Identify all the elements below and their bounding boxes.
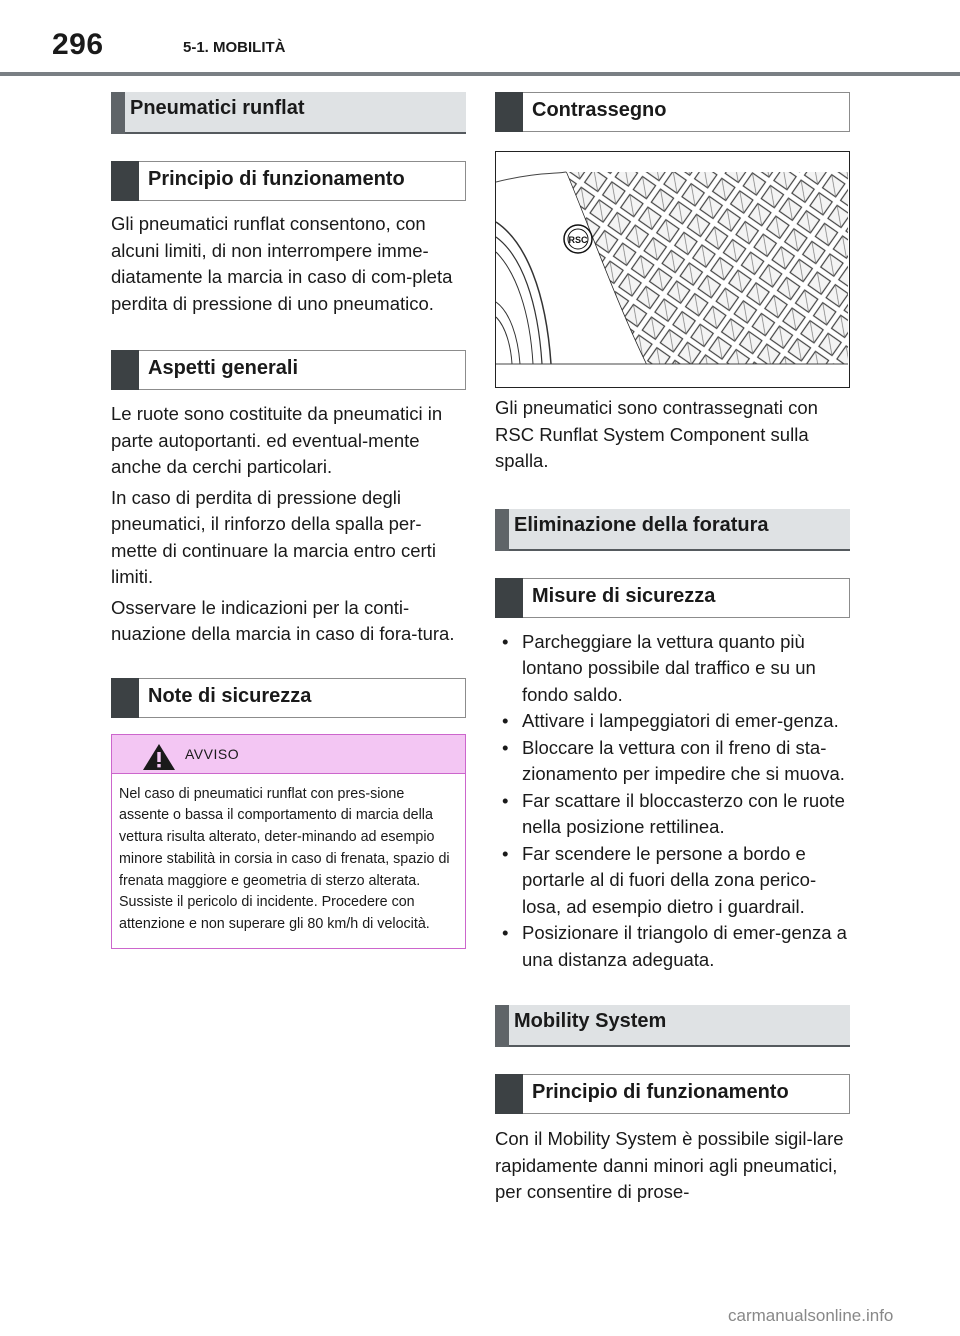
section-title: 5-1. MOBILITÀ (183, 39, 286, 56)
bullet-marker: • (502, 922, 509, 943)
paragraph-principle: Gli pneumatici runflat consentono, con alcuni limiti, di non interrompere imme-diatamente la marcia in caso di com-pleta perdita di pressione di uno pneumatico. (111, 213, 453, 314)
heading-puncture-text: Eliminazione della foratura (514, 513, 769, 536)
subheading-measures (495, 578, 850, 618)
bullet-marker: • (502, 710, 509, 731)
subheading-general-text: Aspetti generali (148, 357, 299, 379)
svg-text:RSC: RSC (568, 235, 588, 245)
list-item: • Attivare i lampeggiatori di emer-genza. (495, 708, 850, 735)
header-divider (0, 72, 960, 76)
tire-illustration (495, 151, 850, 388)
heading-runflat-text: Pneumatici runflat (130, 97, 305, 119)
subheading-marking-text: Contrassegno (532, 99, 667, 121)
list-item: • Bloccare la vettura con il freno di sta-zionamento per impedire che si muova. (502, 736, 845, 784)
bullet-marker: • (502, 630, 509, 652)
list-item: • Far scendere le persone a bordo e portarle al di fuori della zona perico-losa, ad esempio dietro i guardrail. (502, 842, 817, 917)
list-item: • Posizionare il triangolo di emer-genza a una distanza adeguata. (502, 922, 847, 970)
subheading-principle (111, 161, 466, 201)
heading-runflat (111, 92, 466, 134)
subheading-mobility-principle (495, 1074, 850, 1114)
heading-mobility-system (495, 1005, 850, 1047)
paragraph-marking: Gli pneumatici sono contrassegnati con RSC Runflat System Component sulla spalla. (495, 397, 818, 471)
warning-text: Nel caso di pneumatici runflat con pres-sione assente o bassa il comportamento di marcia della vettura risulta alterato, deter-minando ad esempio minore stabilità in corsia in caso di frenata, spazio di frenata maggiore e geometria di sterzo alterata. Sussiste il pericolo di incidente. Procedere con attenzione e non superare gli 80 km/h di velocità. (119, 785, 450, 933)
subheading-general (111, 350, 466, 390)
paragraph-general-3: Osservare le indicazioni per la conti-nuazione della marcia in caso di fora-tura. (111, 596, 455, 644)
subheading-safety (111, 678, 466, 718)
rsc-tire-image (496, 152, 848, 386)
safety-measures-list (495, 629, 850, 974)
bullet-marker: • (502, 842, 509, 864)
subheading-mobility-principle-text: Principio di funzionamento (532, 1081, 789, 1103)
subheading-marking (495, 92, 850, 132)
bullet-marker: • (502, 789, 509, 811)
paragraph-general-1: Le ruote sono costituite da pneumatici in parte autoportanti. ed eventual-mente anche da cerchi particolari. (111, 403, 443, 477)
warning-triangle-icon (142, 743, 176, 771)
warning-header (112, 735, 465, 774)
list-item: • Far scattare il bloccasterzo con le ruote nella posizione rettilinea. (502, 789, 845, 837)
list-item: • Parcheggiare la vettura quanto più lontano possibile dal traffico e su un fondo saldo. (502, 630, 816, 705)
heading-puncture (495, 509, 850, 551)
subheading-measures-text: Misure di sicurezza (532, 584, 716, 607)
warning-label: AVVISO (185, 745, 240, 762)
right-column (495, 92, 850, 1206)
watermark: carmanualsonline.info (728, 1306, 894, 1325)
rsc-emblem-icon (564, 225, 592, 253)
page-number: 296 (52, 28, 104, 61)
paragraph-general-2: In caso di perdita di pressione degli pneumatici, il rinforzo della spalla per-mette di continuare la marcia entro certi limiti. (111, 486, 436, 587)
bullet-marker: • (502, 736, 509, 758)
subheading-safety-text: Note di sicurezza (148, 684, 312, 707)
subheading-principle-text: Principio di funzionamento (148, 168, 405, 190)
heading-mobility-system-text: Mobility System (514, 1010, 667, 1032)
paragraph-mobility: Con il Mobility System è possibile sigil-lare rapidamente danni minori agli pneumatici, per consentire di prose- (495, 1128, 844, 1202)
left-column (111, 92, 466, 949)
warning-box (111, 734, 466, 950)
